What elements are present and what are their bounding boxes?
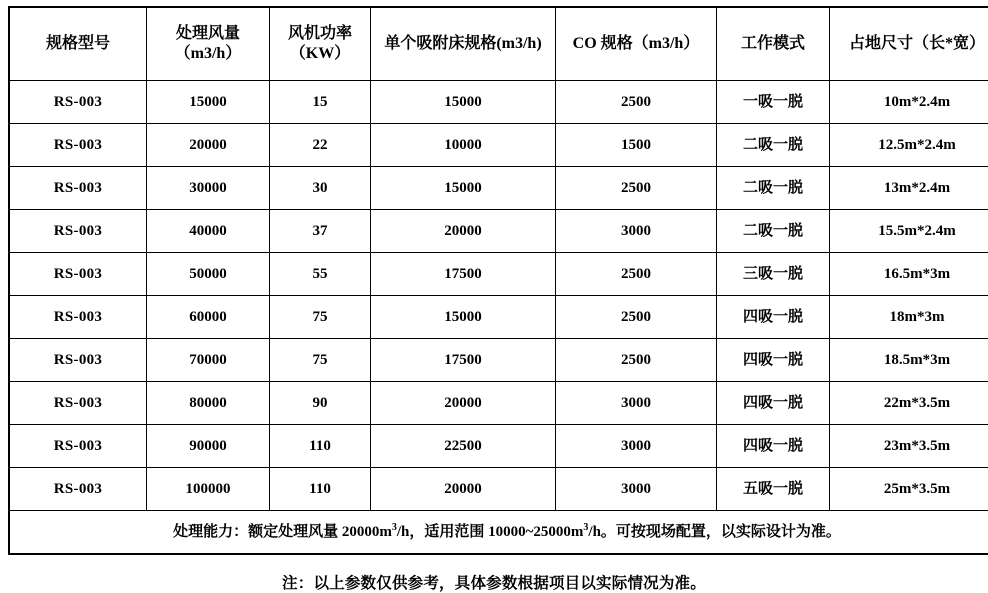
table-row: [9, 167, 988, 210]
cell-airflow: 100000: [147, 468, 270, 511]
cell-adsorption-bed: 20000: [371, 210, 556, 253]
cell-co-spec: 2500: [556, 81, 717, 124]
cell-model: RS-003: [9, 253, 147, 296]
capacity-note-text-a: 额定处理风量 20000m: [248, 524, 392, 540]
cell-model: RS-003: [9, 425, 147, 468]
cell-footprint: 18.5m*3m: [830, 339, 988, 382]
cell-airflow: 15000: [147, 81, 270, 124]
table-row: [9, 253, 988, 296]
capacity-note-sup-b: 3: [583, 522, 588, 533]
column-header-fan-power: 风机功率 （KW）: [270, 7, 371, 81]
cell-fan-power: 37: [270, 210, 371, 253]
cell-airflow: 80000: [147, 382, 270, 425]
column-header-model: 规格型号: [9, 7, 147, 81]
cell-model: RS-003: [9, 339, 147, 382]
cell-model: RS-003: [9, 167, 147, 210]
cell-fan-power: 75: [270, 339, 371, 382]
cell-adsorption-bed: 20000: [371, 468, 556, 511]
cell-work-mode: 二吸一脱: [717, 210, 830, 253]
cell-work-mode: 四吸一脱: [717, 382, 830, 425]
cell-work-mode: 四吸一脱: [717, 425, 830, 468]
cell-fan-power: 90: [270, 382, 371, 425]
cell-footprint: 16.5m*3m: [830, 253, 988, 296]
cell-footprint: 10m*2.4m: [830, 81, 988, 124]
table-body: [9, 81, 988, 555]
cell-work-mode: 二吸一脱: [717, 124, 830, 167]
cell-adsorption-bed: 15000: [371, 81, 556, 124]
cell-airflow: 20000: [147, 124, 270, 167]
cell-work-mode: 五吸一脱: [717, 468, 830, 511]
cell-model: RS-003: [9, 296, 147, 339]
table-row: [9, 210, 988, 253]
cell-adsorption-bed: 10000: [371, 124, 556, 167]
cell-co-spec: 3000: [556, 382, 717, 425]
cell-footprint: 22m*3.5m: [830, 382, 988, 425]
specification-table: [8, 6, 988, 555]
capacity-note-label: 处理能力：: [173, 524, 248, 540]
table-row: [9, 81, 988, 124]
capacity-note-row: [9, 511, 988, 555]
table-row: [9, 124, 988, 167]
cell-fan-power: 55: [270, 253, 371, 296]
cell-fan-power: 15: [270, 81, 371, 124]
table-row: [9, 296, 988, 339]
cell-adsorption-bed: 22500: [371, 425, 556, 468]
cell-airflow: 90000: [147, 425, 270, 468]
cell-model: RS-003: [9, 124, 147, 167]
cell-co-spec: 2500: [556, 296, 717, 339]
cell-work-mode: 一吸一脱: [717, 81, 830, 124]
column-header-footprint: 占地尺寸（长*宽）: [830, 7, 988, 81]
cell-co-spec: 2500: [556, 339, 717, 382]
capacity-note: [9, 511, 988, 555]
cell-adsorption-bed: 17500: [371, 339, 556, 382]
column-header-adsorption-bed: 单个吸附床规格(m3/h): [371, 7, 556, 81]
cell-fan-power: 22: [270, 124, 371, 167]
table-row: [9, 425, 988, 468]
table-row: [9, 382, 988, 425]
cell-model: RS-003: [9, 81, 147, 124]
table-header: [9, 7, 988, 81]
cell-adsorption-bed: 15000: [371, 167, 556, 210]
cell-adsorption-bed: 17500: [371, 253, 556, 296]
cell-co-spec: 3000: [556, 210, 717, 253]
cell-footprint: 13m*2.4m: [830, 167, 988, 210]
table-row: [9, 468, 988, 511]
cell-model: RS-003: [9, 210, 147, 253]
cell-co-spec: 3000: [556, 425, 717, 468]
cell-airflow: 50000: [147, 253, 270, 296]
cell-footprint: 18m*3m: [830, 296, 988, 339]
cell-co-spec: 1500: [556, 124, 717, 167]
cell-adsorption-bed: 15000: [371, 296, 556, 339]
cell-fan-power: 75: [270, 296, 371, 339]
cell-footprint: 12.5m*2.4m: [830, 124, 988, 167]
cell-airflow: 40000: [147, 210, 270, 253]
cell-work-mode: 三吸一脱: [717, 253, 830, 296]
cell-airflow: 70000: [147, 339, 270, 382]
cell-footprint: 23m*3.5m: [830, 425, 988, 468]
cell-model: RS-003: [9, 468, 147, 511]
footer-note: 注：以上参数仅供参考，具体参数根据项目以实际情况为准。: [8, 555, 980, 593]
cell-model: RS-003: [9, 382, 147, 425]
cell-fan-power: 110: [270, 468, 371, 511]
column-header-work-mode: 工作模式: [717, 7, 830, 81]
cell-adsorption-bed: 20000: [371, 382, 556, 425]
cell-fan-power: 110: [270, 425, 371, 468]
capacity-note-text-c: /h。可按现场配置，以实际设计为准。: [588, 524, 841, 540]
column-header-airflow: 处理风量 （m3/h）: [147, 7, 270, 81]
column-header-co-spec: CO 规格（m3/h）: [556, 7, 717, 81]
header-row: [9, 7, 988, 81]
capacity-note-text-b: /h，适用范围 10000~25000m: [397, 524, 584, 540]
cell-co-spec: 3000: [556, 468, 717, 511]
cell-work-mode: 二吸一脱: [717, 167, 830, 210]
cell-work-mode: 四吸一脱: [717, 339, 830, 382]
cell-work-mode: 四吸一脱: [717, 296, 830, 339]
capacity-note-sup-a: 3: [392, 522, 397, 533]
cell-fan-power: 30: [270, 167, 371, 210]
cell-footprint: 25m*3.5m: [830, 468, 988, 511]
cell-airflow: 60000: [147, 296, 270, 339]
cell-co-spec: 2500: [556, 167, 717, 210]
cell-co-spec: 2500: [556, 253, 717, 296]
cell-footprint: 15.5m*2.4m: [830, 210, 988, 253]
cell-airflow: 30000: [147, 167, 270, 210]
table-row: [9, 339, 988, 382]
